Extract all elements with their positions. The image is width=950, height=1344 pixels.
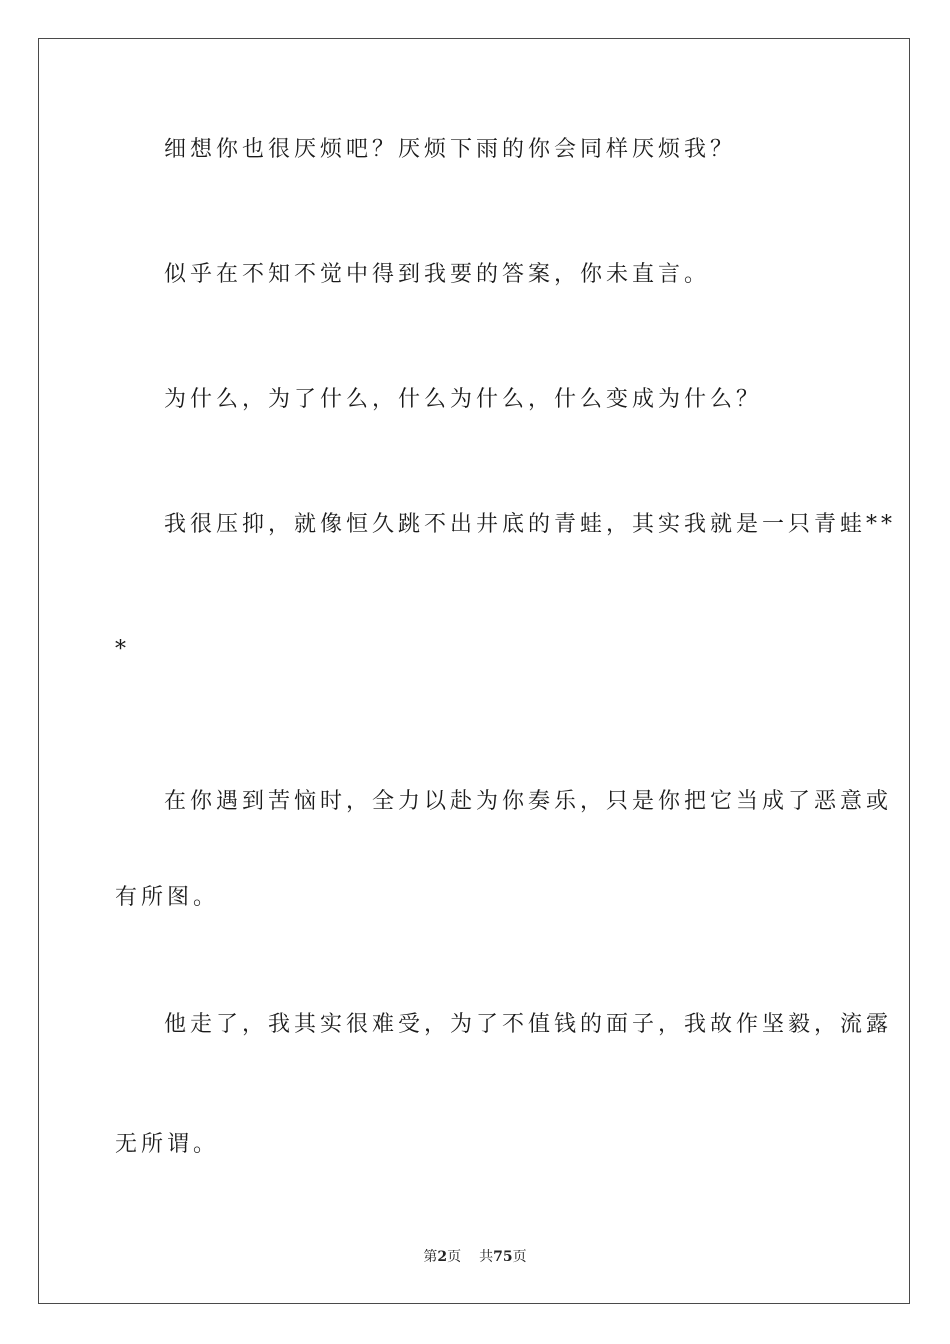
paragraph-line-3: 为什么，为了什么，什么为什么，什么变成为什么？ <box>164 387 763 412</box>
paragraph-line-5: * <box>115 637 130 662</box>
paragraph-line-1: 细想你也很厌烦吧？厌烦下雨的你会同样厌烦我？ <box>164 137 737 162</box>
paragraph-line-9: 无所谓。 <box>115 1132 220 1157</box>
page-footer <box>0 1246 950 1266</box>
total-prefix: 共 <box>479 1249 494 1265</box>
total-suffix: 页 <box>512 1249 527 1265</box>
paragraph-line-7: 有所图。 <box>115 885 220 910</box>
page-border <box>38 38 910 1304</box>
page-suffix: 页 <box>447 1249 462 1265</box>
paragraph-line-6: 在你遇到苦恼时，全力以赴为你奏乐，只是你把它当成了恶意或 <box>164 789 893 814</box>
page-number: 2 <box>437 1249 448 1265</box>
paragraph-line-8: 他走了，我其实很难受，为了不值钱的面子，我故作坚毅，流露 <box>164 1012 893 1037</box>
paragraph-line-4: 我很压抑，就像恒久跳不出井底的青蛙，其实我就是一只青蛙** <box>164 512 897 537</box>
total-pages: 75 <box>493 1249 513 1265</box>
page-prefix: 第 <box>423 1249 438 1265</box>
paragraph-line-2: 似乎在不知不觉中得到我要的答案，你未直言。 <box>164 262 711 287</box>
